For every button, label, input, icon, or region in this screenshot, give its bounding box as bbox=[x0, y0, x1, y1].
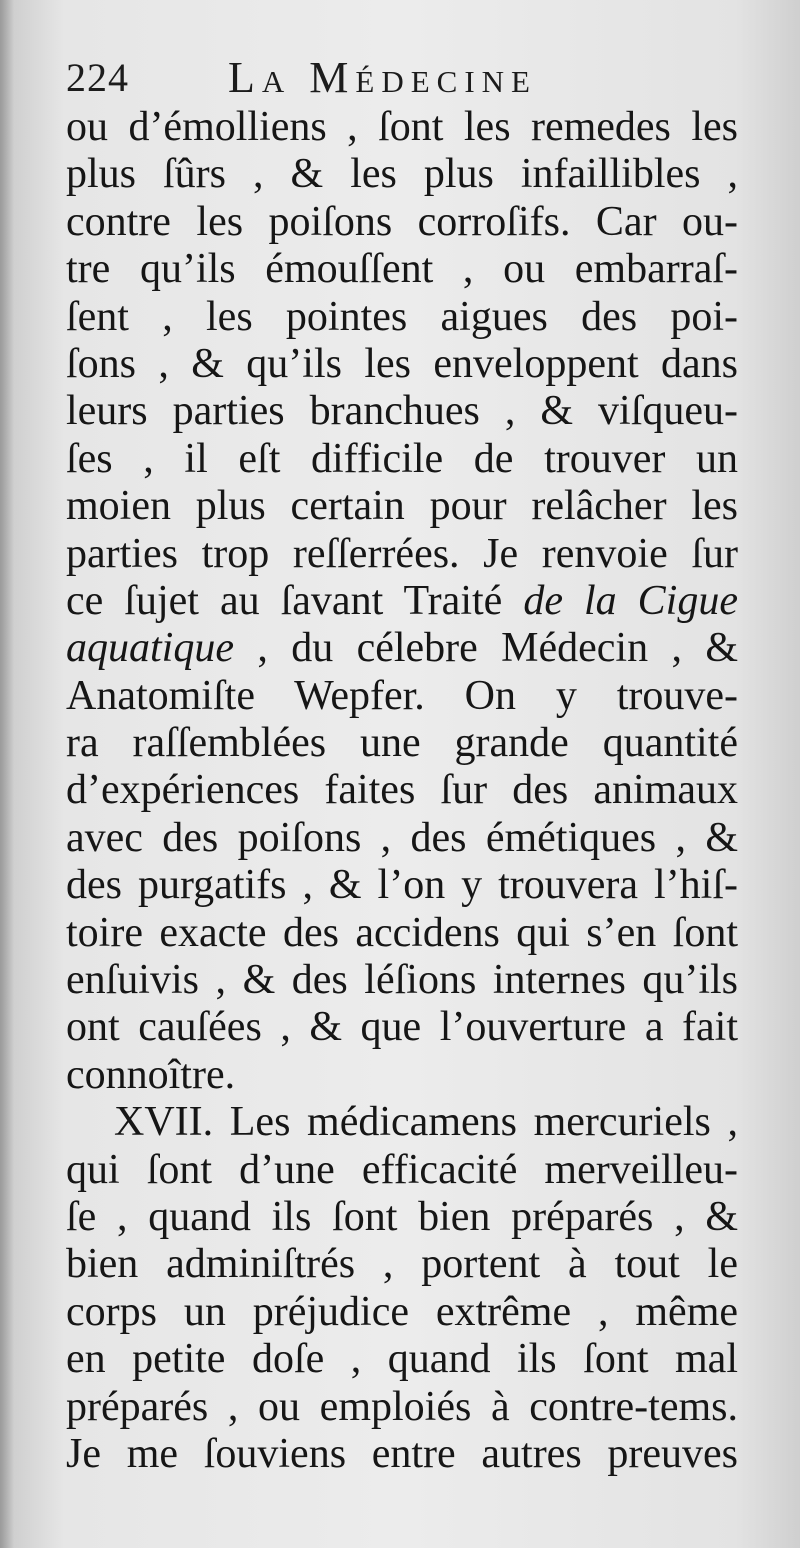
text-line: enſuivis , & des léſions internes qu’ils bbox=[66, 957, 738, 1004]
text-segment: ce ſujet au ſavant Traité bbox=[66, 577, 524, 624]
text-line: ſons , & qu’ils les enveloppent dans bbox=[66, 340, 738, 387]
text-line: ſent , les pointes aigues des poi- bbox=[66, 293, 738, 340]
text-line: ſe , quand ils ſont bien préparés , & bbox=[66, 1193, 738, 1240]
italic-title-segment: de la Cigue bbox=[523, 577, 738, 624]
text-line: leurs parties branchues , & viſqueu- bbox=[66, 388, 738, 435]
running-head bbox=[66, 50, 736, 106]
text-line: ra raſſemblées une grande quantité bbox=[66, 720, 738, 767]
page-number: 224 bbox=[66, 55, 129, 100]
text-line: Je me ſouviens entre autres preuves bbox=[66, 1430, 738, 1477]
italic-title-segment: aquatique bbox=[66, 625, 234, 672]
text-line-with-italic bbox=[66, 578, 738, 625]
running-title: La Médecine bbox=[228, 53, 537, 102]
text-line: bien adminiſtrés , portent à tout le bbox=[66, 1241, 738, 1288]
text-line: tre qu’ils émouſſent , ou embarraſ- bbox=[66, 246, 738, 293]
text-line: parties trop reſſerrées. Je renvoie ſur bbox=[66, 530, 738, 577]
text-line: ſes , il eſt difficile de trouver un bbox=[66, 435, 738, 482]
text-line: Anatomiſte Wepfer. On y trouve- bbox=[66, 672, 738, 719]
text-line: d’expériences faites ſur des animaux bbox=[66, 767, 738, 814]
paragraph-end-line: connoître. bbox=[66, 1051, 236, 1098]
text-line-with-italic bbox=[66, 625, 738, 672]
text-line: ou d’émolliens , ſont les remedes les bbox=[66, 104, 738, 150]
text-line: avec des poiſons , des émétiques , & bbox=[66, 814, 738, 861]
body-text bbox=[66, 104, 738, 1478]
section-heading-line: XVII. Les médicamens mercuriels , bbox=[114, 1099, 738, 1146]
text-line: corps un préjudice extrême , même bbox=[66, 1288, 738, 1335]
text-line: plus ſûrs , & les plus infaillibles , bbox=[66, 151, 738, 198]
text-line: qui ſont d’une efficacité merveilleu- bbox=[66, 1146, 738, 1193]
text-line: des purgatifs , & l’on y trouvera l’hiſ- bbox=[66, 862, 738, 909]
text-segment: , du célebre Médecin , & bbox=[233, 625, 738, 672]
text-line: préparés , ou emploiés à contre-tems. bbox=[66, 1383, 738, 1430]
text-line: contre les poiſons corroſifs. Car ou- bbox=[66, 198, 738, 245]
text-line: en petite doſe , quand ils ſont mal bbox=[66, 1336, 738, 1383]
text-line: ont cauſées , & que l’ouverture a fait bbox=[66, 1004, 738, 1051]
text-line: moien plus certain pour relâcher les bbox=[66, 483, 738, 530]
text-line: toire exacte des accidens qui s’en ſont bbox=[66, 909, 738, 956]
